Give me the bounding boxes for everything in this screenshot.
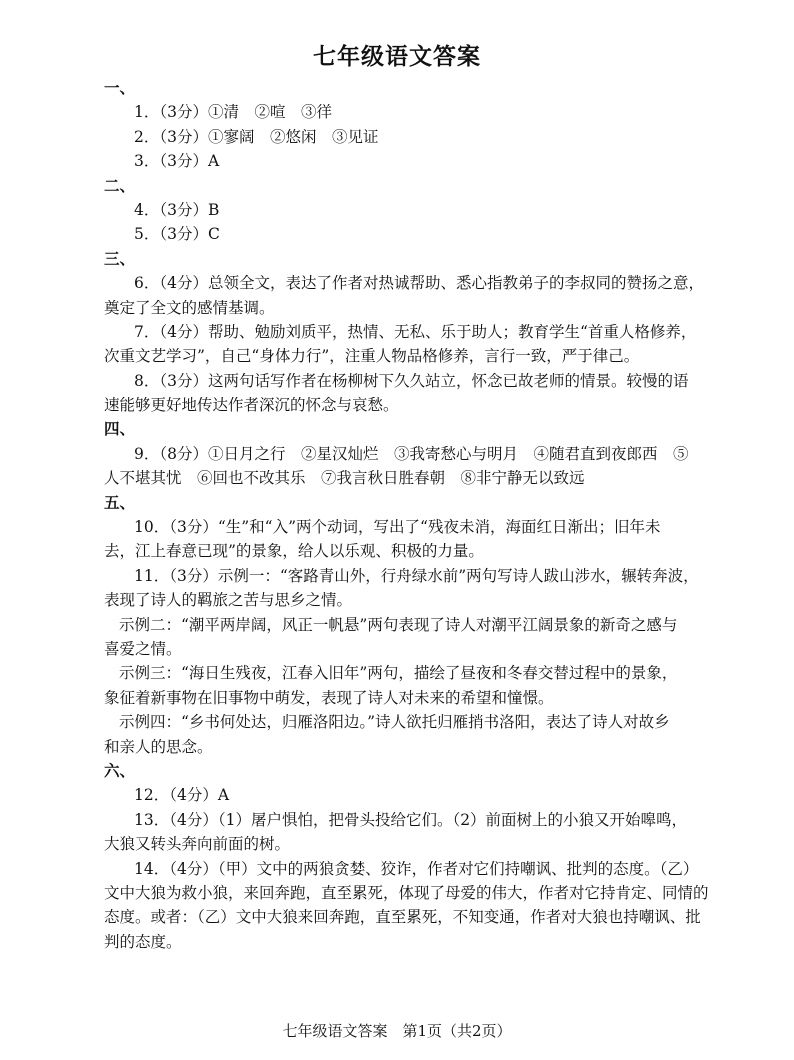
answer-item: 9．（8分）①日月之行 ②星汉灿烂 ③我寄愁心与明月 ④随君直到夜郎西 ⑤ — [134, 444, 689, 463]
answer-item: 8．（3分）这两句话写作者在杨柳树下久久站立，怀念已故老师的情景。较慢的语 — [134, 371, 689, 390]
answer-continuation: 喜爱之情。 — [104, 639, 182, 658]
answer-continuation: 速能够更好地传达作者深沉的怀念与哀愁。 — [104, 396, 399, 415]
answer-continuation: 人不堪其忧 ⑥回也不改其乐 ⑦我言秋日胜春朝 ⑧非宁静无以致远 — [104, 469, 585, 488]
section-heading: 三、 — [104, 248, 136, 268]
answer-content — [104, 76, 726, 954]
section-heading: 一、 — [104, 78, 136, 97]
answer-example: 示例二：“潮平两岸阔，风正一帆悬”两句表现了诗人对潮平江阔景象的新奇之感与 — [119, 615, 678, 634]
answer-item: 5．（3分）C — [134, 225, 220, 244]
answer-continuation: 和亲人的思念。 — [104, 737, 213, 756]
answer-continuation: 去，江上春意已现”的景象，给人以乐观、积极的力量。 — [104, 542, 484, 561]
answer-continuation: 奠定了全文的感情基调。 — [104, 298, 275, 317]
answer-continuation: 态度。或者：（乙）文中大狼来回奔跑，直至累死，不知变通，作者对大狼也持嘲讽、批 — [104, 908, 701, 927]
answer-continuation: 次重文艺学习”，自己“身体力行”，注重人物品格修养，言行一致，严于律己。 — [104, 347, 640, 366]
answer-item: 14．（4分）（甲）文中的两狼贪婪、狡诈，作者对它们持嘲讽、批判的态度。（乙） — [134, 859, 699, 878]
answer-item: 13．（4分）（1）屠户惧怕，把骨头投给它们。（2）前面树上的小狼又开始嗥鸣， — [134, 810, 688, 829]
page-footer: 七年级语文答案 第1页（共2页） — [282, 1022, 512, 1040]
answer-example: 示例三：“海日生残夜，江春入旧年”两句，描绘了昼夜和冬春交替过程中的景象， — [119, 664, 678, 683]
answer-item: 1．（3分）①清 ②喧 ③徉 — [134, 103, 332, 122]
answer-continuation: 判的态度。 — [104, 932, 182, 951]
answer-continuation: 象征着新事物在旧事物中萌发，表现了诗人对未来的希望和憧憬。 — [104, 688, 554, 707]
answer-item: 11．（3分）示例一：“客路青山外，行舟绿水前”两句写诗人跋山涉水，辗转奔波， — [134, 566, 699, 585]
answer-item: 6．（4分）总领全文，表达了作者对热诚帮助、悉心指教弟子的李叔同的赞扬之意， — [134, 274, 704, 293]
answer-item: 4．（3分）B — [134, 200, 220, 219]
answer-item: 12．（4分）A — [134, 786, 230, 805]
answer-continuation: 大狼又转头奔向前面的树。 — [104, 835, 291, 854]
answer-continuation: 表现了诗人的羁旅之苦与思乡之情。 — [104, 591, 353, 610]
answer-example: 示例四：“乡书何处达，归雁洛阳边。”诗人欲托归雁捎书洛阳，表达了诗人对故乡 — [119, 713, 670, 732]
section-heading: 二、 — [104, 175, 136, 195]
section-heading: 六、 — [104, 760, 136, 780]
answer-continuation: 文中大狼为救小狼，来回奔跑，直至累死，体现了母爱的伟大，作者对它持肯定、同情的 — [104, 883, 709, 902]
answer-item: 7．（4分）帮助、勉励刘质平，热情、无私、乐于助人；教育学生“首重人格修养， — [134, 322, 697, 341]
answer-item: 2．（3分）①寥阔 ②悠闲 ③见证 — [134, 127, 379, 146]
section-heading: 五、 — [104, 492, 136, 512]
answer-item: 10．（3分）“生”和“入”两个动词，写出了“残夜未消，海面红日渐出；旧年未 — [134, 518, 661, 537]
page-title: 七年级语文答案 — [313, 43, 481, 70]
answer-item: 3．（3分）A — [134, 152, 220, 171]
section-heading: 四、 — [104, 419, 136, 439]
